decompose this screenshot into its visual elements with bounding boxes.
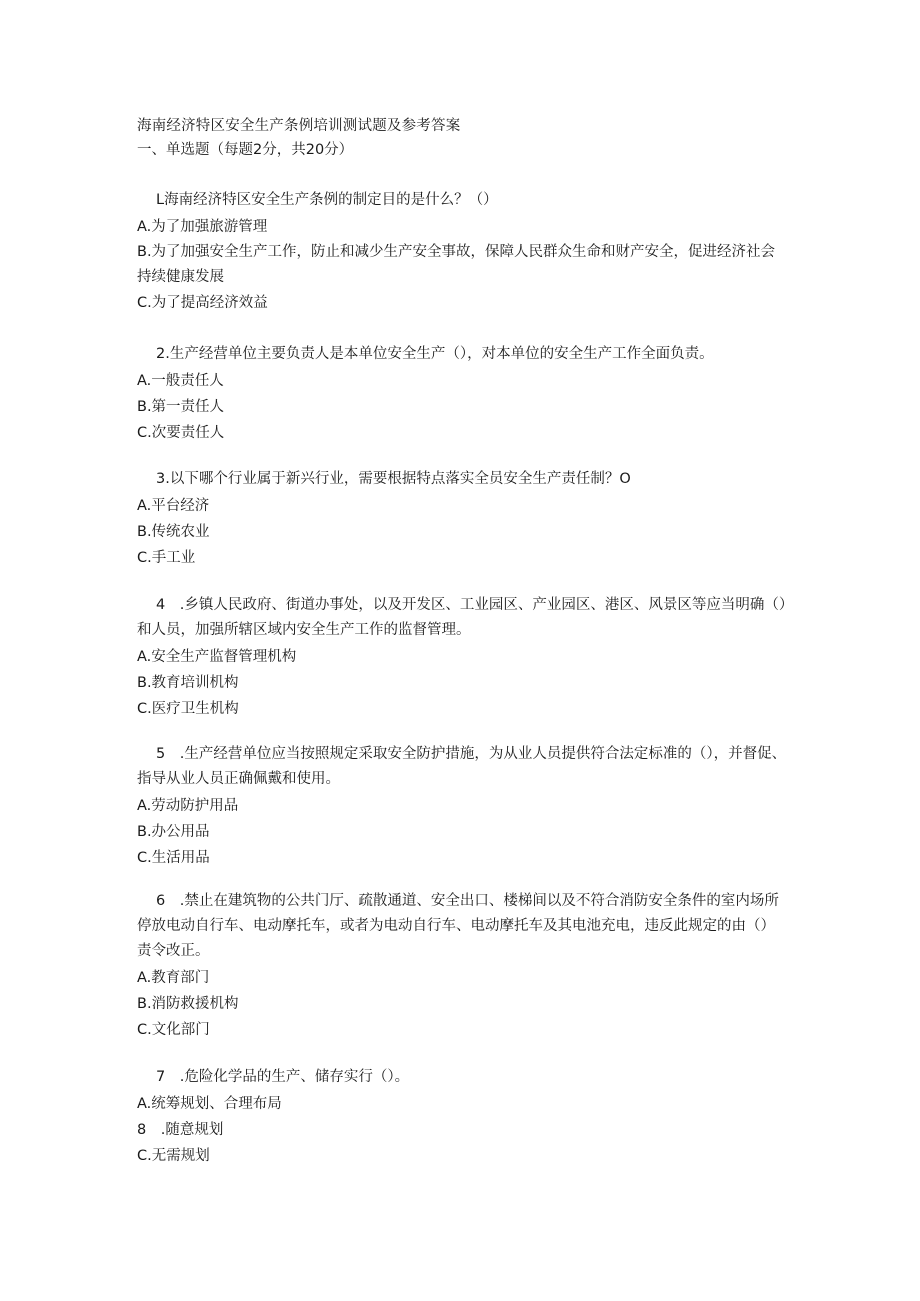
option-c: C.为了提高经济效益 [137,295,268,311]
option-c: C.无需规划 [137,1148,210,1164]
option-b: B.教育培训机构 [137,675,239,691]
question-3 [137,467,787,571]
option-a: A.安全生产监督管理机构 [137,649,297,665]
option-b: 8 .随意规划 [137,1122,224,1138]
question-stem: 2.生产经营单位主要负责人是本单位安全生产（），对本单位的安全生产工作全面负责。 [156,346,714,362]
question-1 [137,188,787,316]
option-a: A.劳动防护用品 [137,798,239,814]
question-7 [137,1065,787,1169]
question-stem: 4 .乡镇人民政府、街道办事处，以及开发区、工业园区、产业园区、港区、风景区等应当明确（）和人员，加强所辖区域内安全生产工作的监督管理。 [137,597,787,638]
option-a: A.平台经济 [137,498,210,514]
option-c: C.手工业 [137,550,196,566]
option-c: C.文化部门 [137,1022,210,1038]
question-stem: 5 .生产经营单位应当按照规定采取安全防护措施，为从业人员提供符合法定标准的（），并督促、指导从业人员正确佩戴和使用。 [137,746,787,787]
question-stem: L海南经济特区安全生产条例的制定目的是什么？（） [156,192,498,208]
option-b: B.为了加强安全生产工作，防止和减少生产安全事故，保障人民群众生命和财产安全，促进经济社会持续健康发展 [137,244,776,285]
question-stem: 6 .禁止在建筑物的公共门厅、疏散通道、安全出口、楼梯间以及不符合消防安全条件的室内场所停放电动自行车、电动摩托车，或者为电动自行车、电动摩托车及其电池充电，违反此规定的由（）责令改正。 [137,893,779,959]
section-title: 一、单选题（每题2分，共20分） [137,142,354,158]
option-a: A.统筹规划、合理布局 [137,1096,282,1112]
option-b: B.传统农业 [137,524,210,540]
option-b: B.第一责任人 [137,399,225,415]
option-b: B.消防救援机构 [137,996,239,1012]
document-title: 海南经济特区安全生产条例培训测试题及参考答案 [137,118,461,134]
question-2 [137,342,787,446]
question-5 [137,742,787,871]
question-6 [137,889,787,1043]
option-c: C.生活用品 [137,850,210,866]
option-b: B.办公用品 [137,824,210,840]
option-c: C.次要责任人 [137,425,225,441]
question-4 [137,593,787,722]
question-stem: 7 .危险化学品的生产、储存实行（）。 [156,1069,410,1085]
option-c: C.医疗卫生机构 [137,701,239,717]
question-stem: 3.以下哪个行业属于新兴行业，需要根据特点落实全员安全生产责任制？O [156,471,631,487]
option-a: A.为了加强旅游管理 [137,219,268,235]
option-a: A.教育部门 [137,970,210,986]
option-a: A.一般责任人 [137,373,224,389]
